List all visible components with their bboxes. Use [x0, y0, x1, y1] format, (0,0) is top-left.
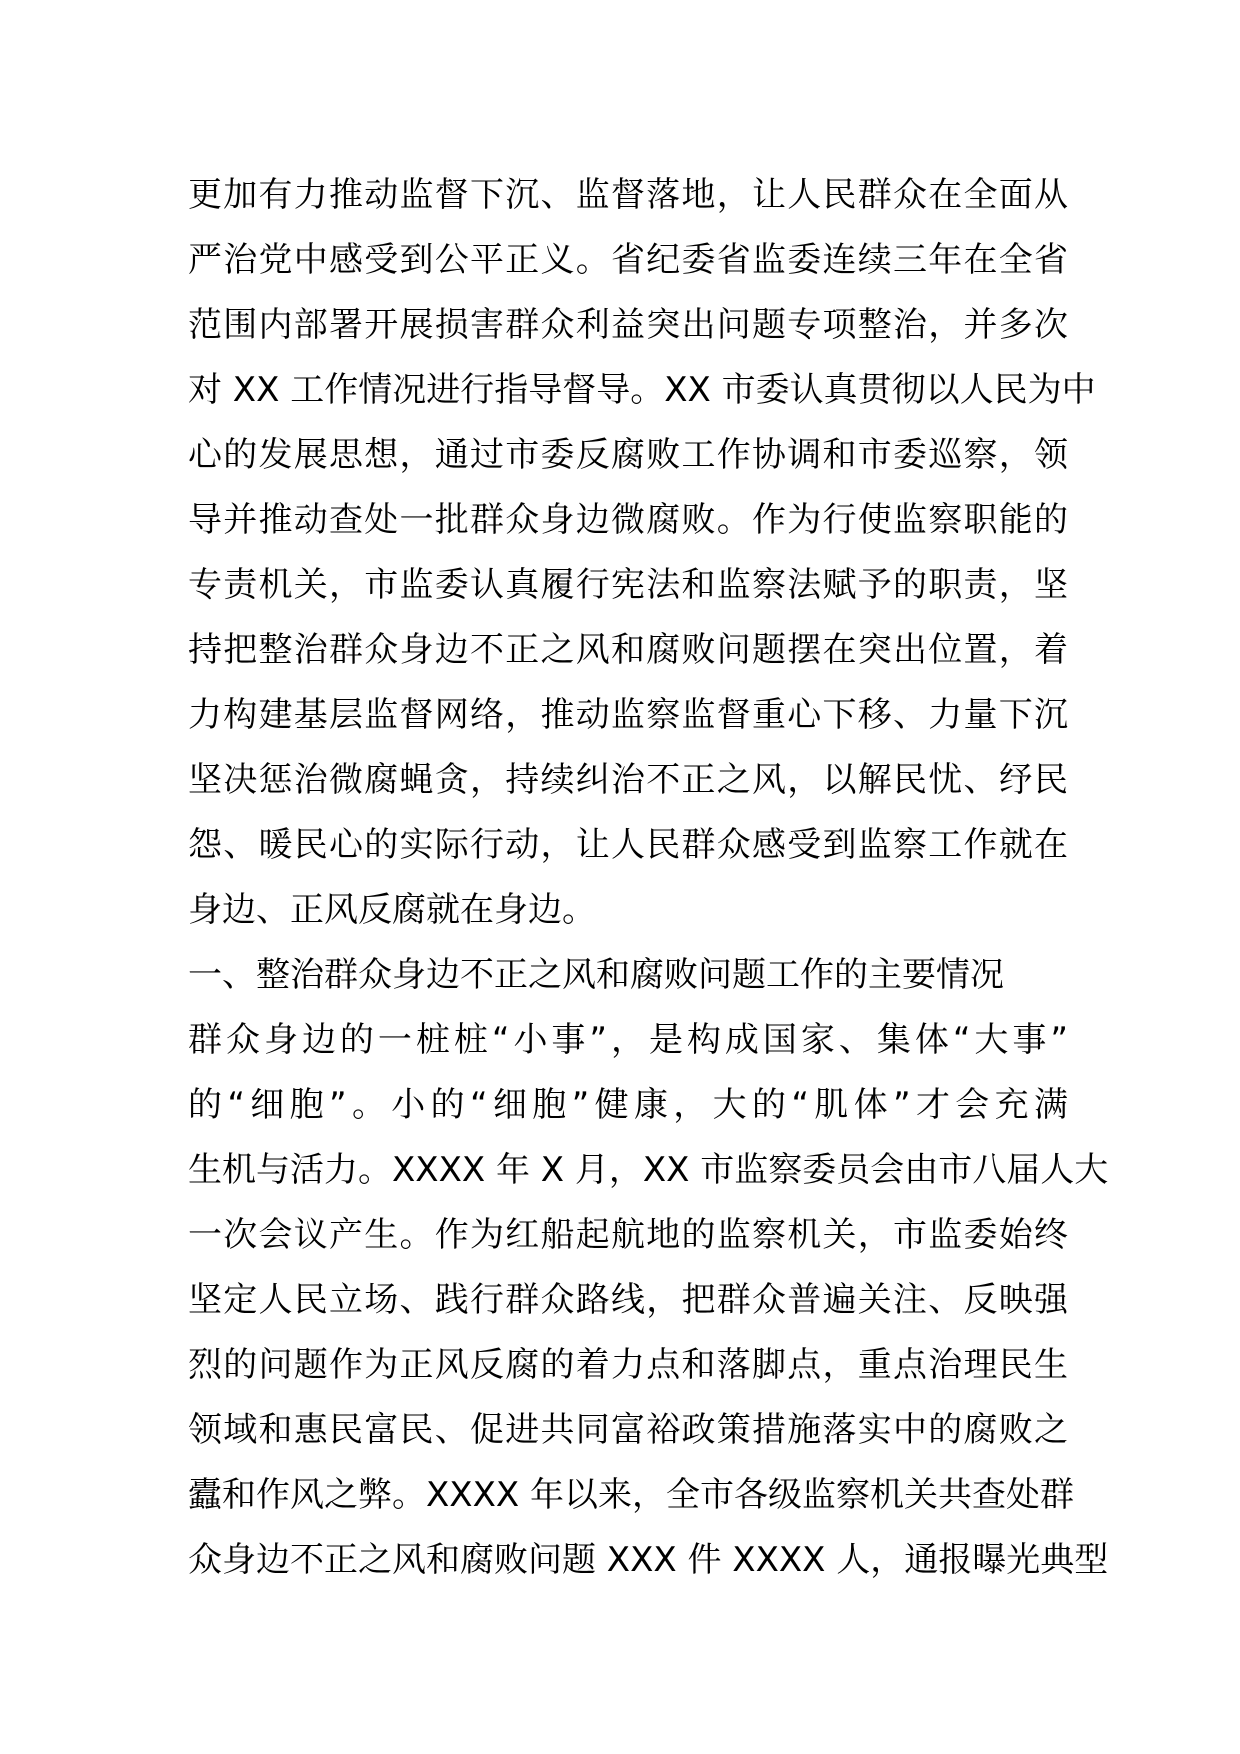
text-line: 持把整治群众身边不正之风和腐败问题摆在突出位置，着 [188, 630, 1068, 670]
text-line: 怨、暖民心的实际行动，让人民群众感受到监察工作就在 [188, 825, 1068, 865]
text-line: 一次会议产生。作为红船起航地的监察机关，市监委始终 [188, 1215, 1068, 1255]
section-heading: 一、整治群众身边不正之风和腐败问题工作的主要情况 [188, 955, 1004, 995]
text-line: 的“细胞”。小的“细胞”健康，大的“肌体”才会充满 [188, 1085, 1068, 1125]
text-line: 蠹和作风之弊。XXXX 年以来，全市各级监察机关共查处群 [188, 1475, 1074, 1515]
text-line: 烈的问题作为正风反腐的着力点和落脚点，重点治理民生 [188, 1345, 1068, 1385]
text-line: 对 XX 工作情况进行指导督导。XX 市委认真贯彻以人民为中 [188, 370, 1096, 410]
text-line: 心的发展思想，通过市委反腐败工作协调和市委巡察，领 [188, 435, 1068, 475]
text-line: 专责机关，市监委认真履行宪法和监察法赋予的职责，坚 [188, 565, 1068, 605]
body-text [188, 163, 1109, 1593]
text-line: 坚定人民立场、践行群众路线，把群众普遍关注、反映强 [188, 1280, 1068, 1320]
text-line: 众身边不正之风和腐败问题 XXX 件 XXXX 人，通报曝光典型 [188, 1540, 1109, 1580]
text-line: 领域和惠民富民、促进共同富裕政策措施落实中的腐败之 [188, 1410, 1068, 1450]
text-line: 坚决惩治微腐蝇贪，持续纠治不正之风，以解民忧、纾民 [188, 760, 1068, 800]
text-line: 导并推动查处一批群众身边微腐败。作为行使监察职能的 [188, 500, 1068, 540]
text-line: 范围内部署开展损害群众利益突出问题专项整治，并多次 [188, 305, 1068, 345]
text-line: 严治党中感受到公平正义。省纪委省监委连续三年在全省 [188, 240, 1068, 280]
text-line: 群众身边的一桩桩“小事”，是构成国家、集体“大事” [188, 1020, 1068, 1060]
text-line: 更加有力推动监督下沉、监督落地，让人民群众在全面从 [188, 175, 1068, 215]
text-line: 力构建基层监督网络，推动监察监督重心下移、力量下沉 [188, 695, 1068, 735]
text-line: 生机与活力。XXXX 年 X 月，XX 市监察委员会由市八届人大 [188, 1150, 1109, 1190]
paragraph-end-line: 身边、正风反腐就在身边。 [188, 890, 596, 930]
